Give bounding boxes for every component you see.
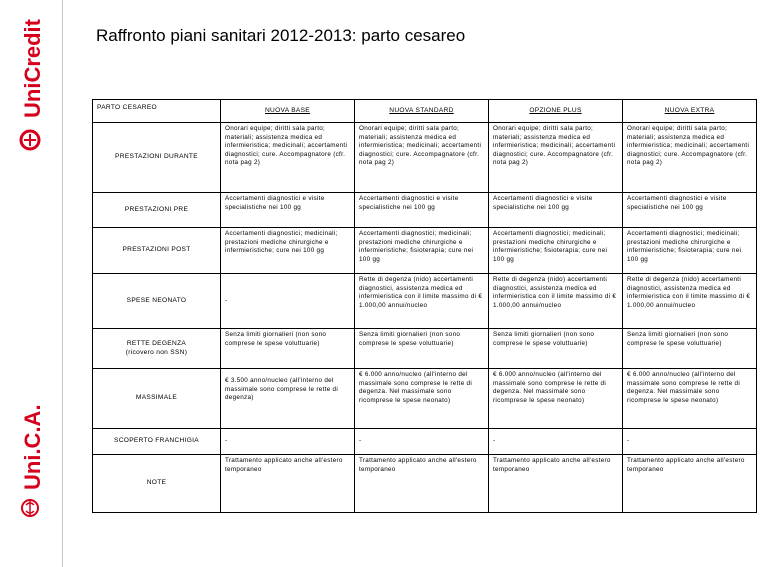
table-row bbox=[93, 228, 757, 274]
column-header-label: NUOVA STANDARD bbox=[389, 106, 454, 114]
comparison-table bbox=[92, 99, 757, 513]
table-cell: Accertamenti diagnostici; medicinali; prestazioni mediche chirurgiche e infermieristiche; cure nei 100 gg bbox=[221, 228, 355, 274]
table-cell: Accertamenti diagnostici e visite specialistiche nei 100 gg bbox=[623, 193, 757, 228]
column-header-nuova-extra bbox=[623, 100, 757, 123]
table-row bbox=[93, 193, 757, 228]
table-cell: Accertamenti diagnostici; medicinali; prestazioni mediche chirurgiche e infermieristiche; fisioterapia; cure nei 100 gg bbox=[355, 228, 489, 274]
table-header-row bbox=[93, 100, 757, 123]
row-label-rette-degenza bbox=[93, 329, 221, 369]
sidebar-divider bbox=[62, 0, 63, 567]
table-cell: Rette di degenza (nido) accertamenti diagnostici, assistenza medica ed infermieristica con il limite massimo di € 1.000,00 annui/nucleo bbox=[355, 274, 489, 329]
column-header-label: OPZIONE PLUS bbox=[529, 106, 582, 114]
table-cell: - bbox=[221, 274, 355, 329]
table-cell: Trattamento applicato anche all'estero temporaneo bbox=[355, 455, 489, 513]
table-row bbox=[93, 455, 757, 513]
table-cell: Accertamenti diagnostici e visite specialistiche nei 100 gg bbox=[221, 193, 355, 228]
table-row bbox=[93, 429, 757, 455]
row-label-spese-neonato: SPESE NEONATO bbox=[93, 274, 221, 329]
row-label-prestazioni-pre: PRESTAZIONI PRE bbox=[93, 193, 221, 228]
table-row bbox=[93, 123, 757, 193]
row-label-prestazioni-durante: PRESTAZIONI DURANTE bbox=[93, 123, 221, 193]
brand-top-text: UniCredit bbox=[20, 19, 45, 118]
table-cell: Accertamenti diagnostici e visite specialistiche nei 100 gg bbox=[355, 193, 489, 228]
page-title: Raffronto piani sanitari 2012-2013: parto cesareo bbox=[96, 26, 466, 45]
table-cell: Senza limiti giornalieri (non sono comprese le spese voluttuarie) bbox=[489, 329, 623, 369]
table-cell: € 3.500 anno/nucleo (all'interno del massimale sono comprese le rette di degenza) bbox=[221, 369, 355, 429]
unica-logo-icon bbox=[22, 500, 38, 516]
row-sublabel-text: (ricovero non SSN) bbox=[125, 348, 188, 356]
table-cell: Accertamenti diagnostici; medicinali; prestazioni mediche chirurgiche e infermieristiche; fisioterapia; cure nei 100 gg bbox=[489, 228, 623, 274]
row-label-text: RETTE DEGENZA bbox=[126, 339, 187, 347]
row-label-prestazioni-post: PRESTAZIONI POST bbox=[93, 228, 221, 274]
table-cell: € 6.000 anno/nucleo (all'interno del massimale sono comprese le rette di degenza. Nel massimale sono ricomprese le spese neonato) bbox=[489, 369, 623, 429]
table-cell: Onorari equipe; diritti sala parto; materiali; assistenza medica ed infermieristica; medicinali; accertamenti diagnostici; cure. Accompagnatore (cfr. nota pag 2) bbox=[489, 123, 623, 193]
row-label-note: NOTE bbox=[93, 455, 221, 513]
table-cell: - bbox=[623, 429, 757, 455]
brand-sidebar-graphics bbox=[0, 0, 60, 567]
table-cell: Onorari equipe; diritti sala parto; materiali; assistenza medica ed infermieristica; medicinali; accertamenti diagnostici; cure. Accompagnatore (cfr. nota pag 2) bbox=[355, 123, 489, 193]
column-header-label: NUOVA BASE bbox=[264, 106, 311, 114]
column-header-opzione-plus bbox=[489, 100, 623, 123]
unicredit-logo-icon bbox=[21, 131, 39, 149]
table-cell: Senza limiti giornalieri (non sono comprese le spese voluttuarie) bbox=[221, 329, 355, 369]
column-header-nuova-standard bbox=[355, 100, 489, 123]
table-cell: - bbox=[489, 429, 623, 455]
table-cell: Onorari equipe; diritti sala parto; materiali; assistenza medica ed infermieristica; medicinali; accertamenti diagnostici; cure. Accompagnatore (cfr. nota pag 2) bbox=[221, 123, 355, 193]
table-cell: Senza limiti giornalieri (non sono comprese le spese voluttuarie) bbox=[623, 329, 757, 369]
brand-sidebar bbox=[0, 0, 60, 567]
table-row bbox=[93, 274, 757, 329]
table-cell: Trattamento applicato anche all'estero temporaneo bbox=[221, 455, 355, 513]
table-row bbox=[93, 329, 757, 369]
table-cell: - bbox=[221, 429, 355, 455]
table-cell: € 6.000 anno/nucleo (all'interno del massimale sono comprese le rette di degenza. Nel massimale sono ricomprese le spese neonato) bbox=[355, 369, 489, 429]
table-cell: Senza limiti giornalieri (non sono comprese le spese voluttuarie) bbox=[355, 329, 489, 369]
row-label-massimale: MASSIMALE bbox=[93, 369, 221, 429]
column-header-nuova-base bbox=[221, 100, 355, 123]
table-cell: Accertamenti diagnostici; medicinali; prestazioni mediche chirurgiche e infermieristiche; fisioterapia; cure nei 100 gg bbox=[623, 228, 757, 274]
table-cell: Accertamenti diagnostici e visite specialistiche nei 100 gg bbox=[489, 193, 623, 228]
brand-bottom-text: Uni.C.A. bbox=[20, 404, 45, 490]
table-cell: Rette di degenza (nido) accertamenti diagnostici, assistenza medica ed infermieristica con il limite massimo di € 1.000,00 annui/nucleo bbox=[623, 274, 757, 329]
table-row bbox=[93, 369, 757, 429]
table-cell: Rette di degenza (nido) accertamenti diagnostici, assistenza medica ed infermieristica con il limite massimo di € 1.000,00 annui/nucleo bbox=[489, 274, 623, 329]
column-header-label: NUOVA EXTRA bbox=[664, 106, 715, 114]
table-cell: € 6.000 anno/nucleo (all'interno del massimale sono comprese le rette di degenza. Nel massimale sono ricomprese le spese neonato) bbox=[623, 369, 757, 429]
table-cell: Trattamento applicato anche all'estero temporaneo bbox=[623, 455, 757, 513]
corner-label: PARTO CESAREO bbox=[93, 100, 221, 123]
table-cell: - bbox=[355, 429, 489, 455]
row-label-scoperto-franchigia: SCOPERTO FRANCHIGIA bbox=[93, 429, 221, 455]
table-cell: Onorari equipe; diritti sala parto; materiali; assistenza medica ed infermieristica; medicinali; accertamenti diagnostici; cure. Accompagnatore (cfr. nota pag 2) bbox=[623, 123, 757, 193]
table-cell: Trattamento applicato anche all'estero temporaneo bbox=[489, 455, 623, 513]
